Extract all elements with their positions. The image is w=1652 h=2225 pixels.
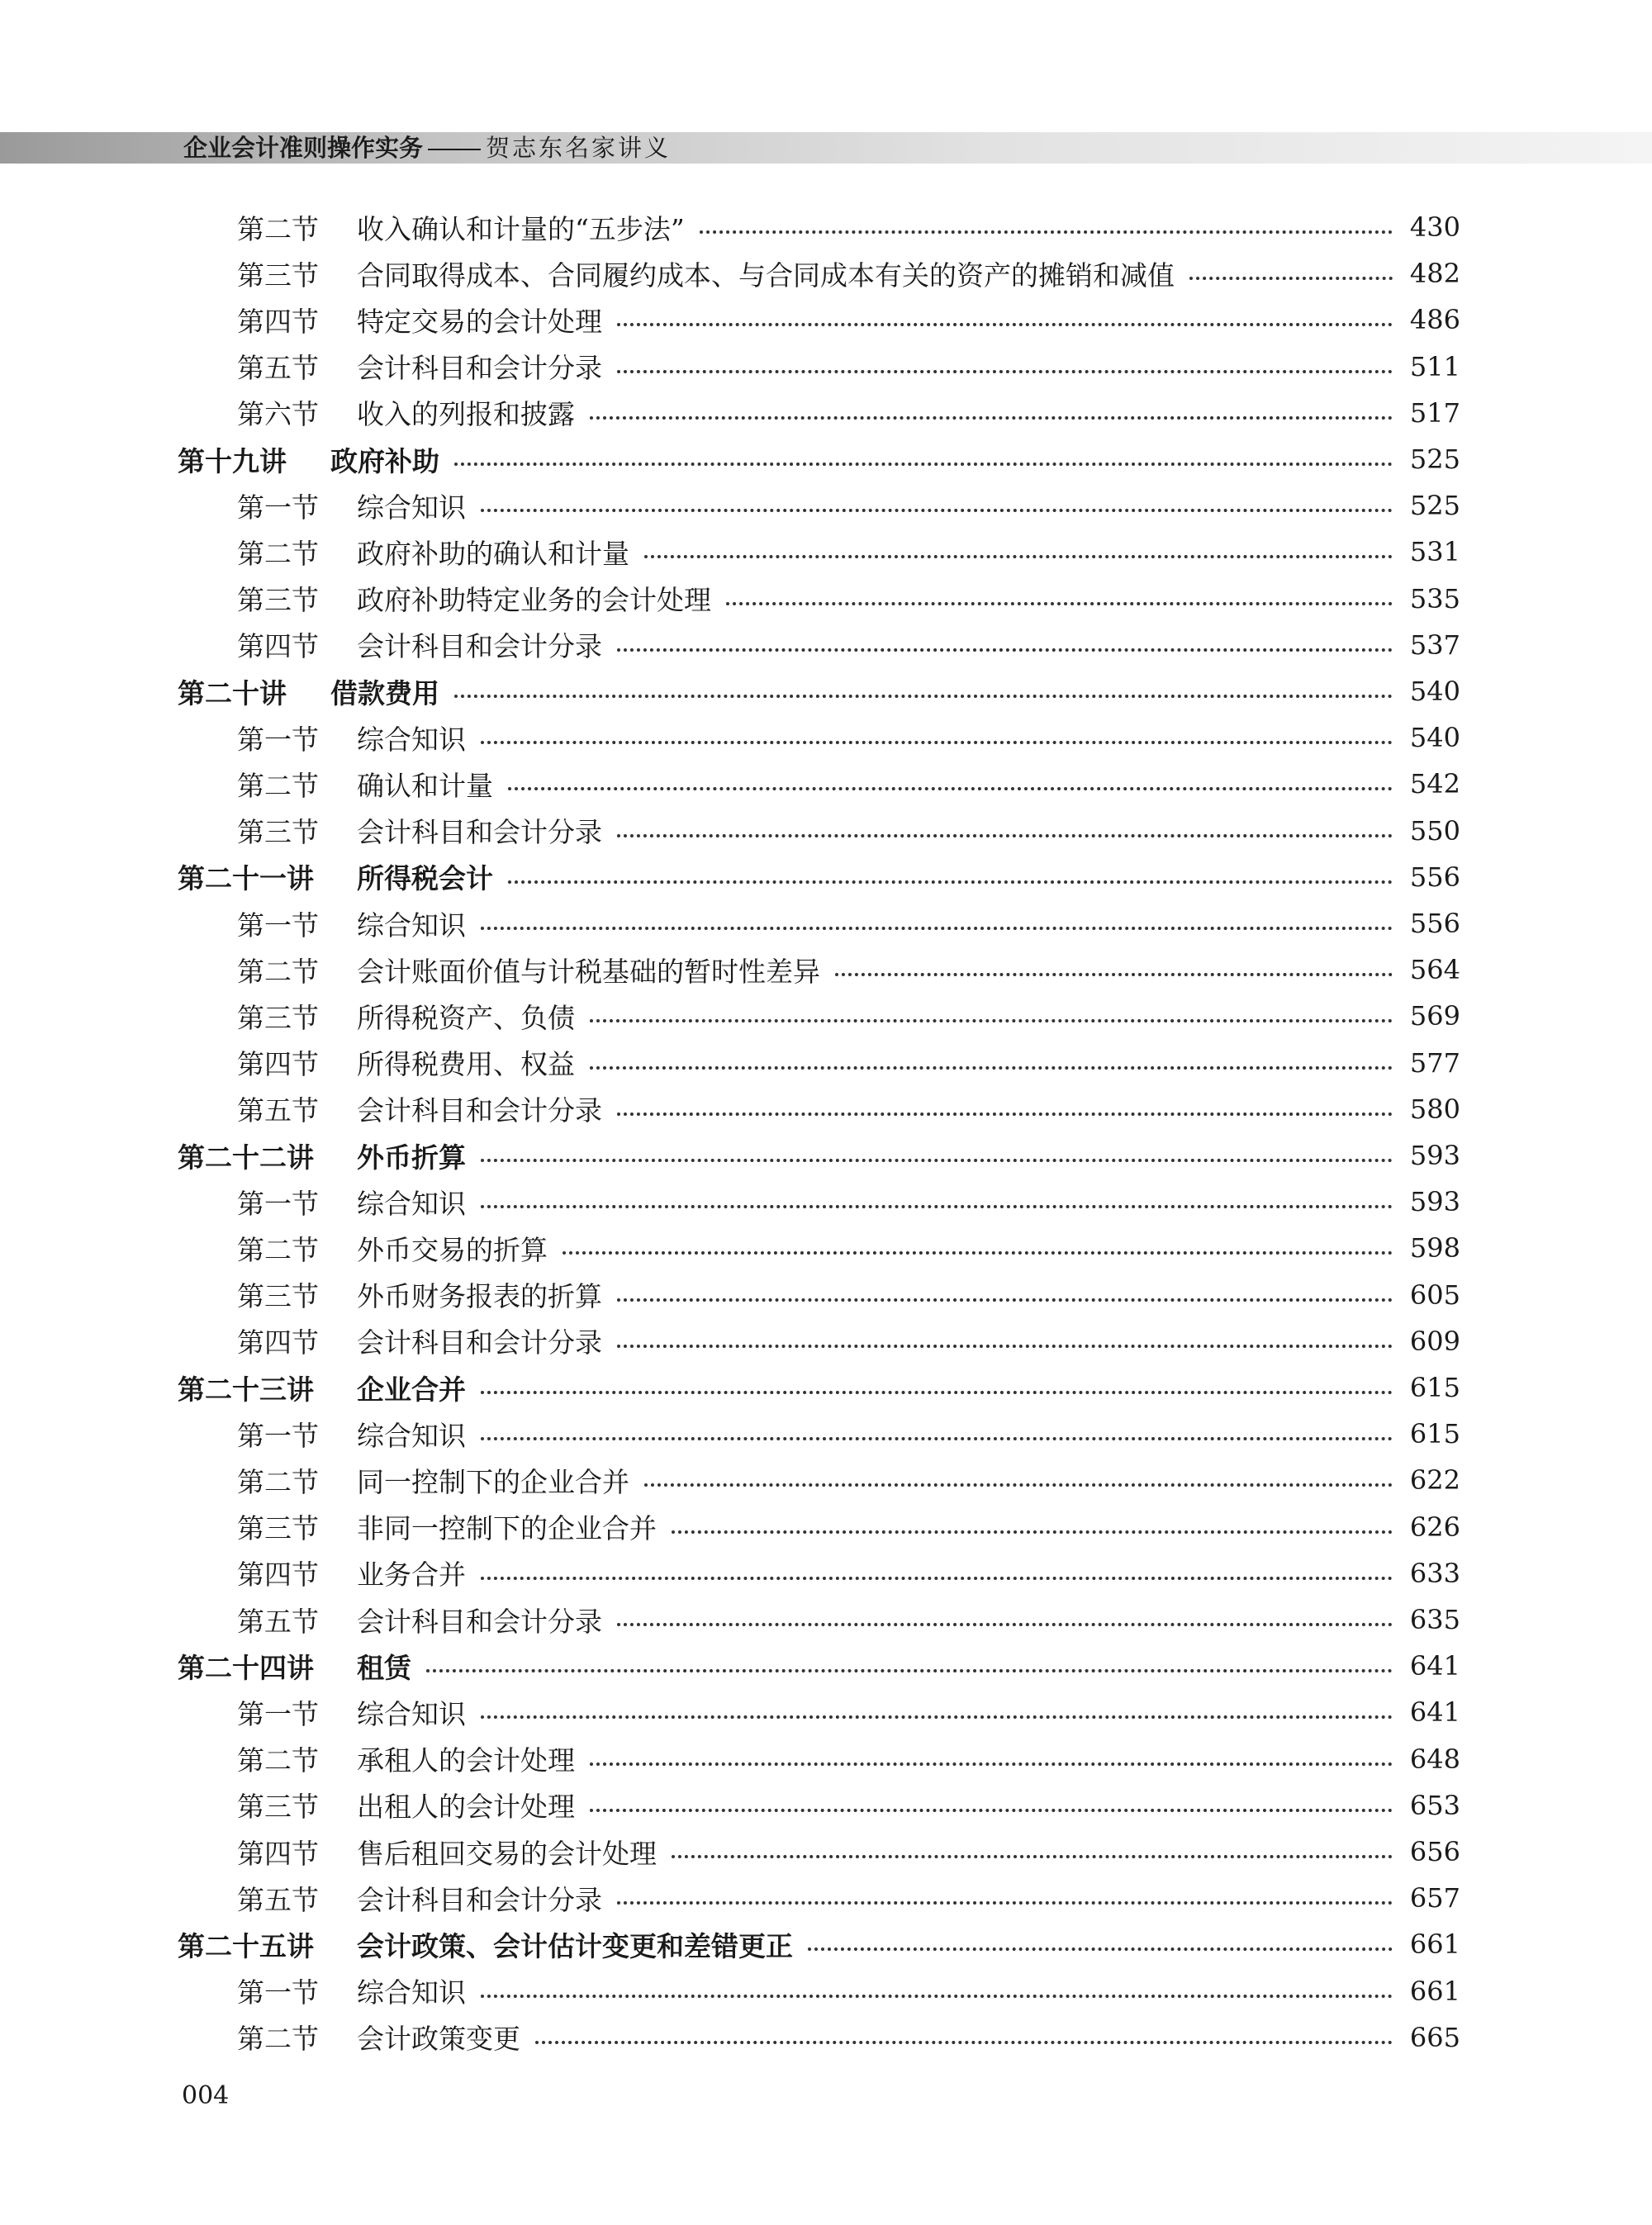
section-title: 非同一控制下的企业合并: [357, 1512, 657, 1545]
dot-leader: [481, 1715, 1393, 1719]
dot-leader: [454, 695, 1393, 698]
section-title: 综合知识: [357, 1697, 466, 1730]
toc-section-row: [0, 1601, 1652, 1639]
chapter-title: 外币折算: [357, 1141, 466, 1174]
toc-section-row: [0, 254, 1652, 292]
page-ref: 593: [1409, 1140, 1460, 1171]
toc-section-row: [0, 719, 1652, 757]
toc-section-row: [0, 997, 1652, 1035]
section-title: 业务合并: [357, 1558, 466, 1592]
toc-entry-body: [357, 1461, 1404, 1500]
toc-entry-body: [357, 811, 1404, 850]
toc-entry-body: [357, 486, 1404, 525]
toc-entry-body: [357, 857, 1404, 896]
toc-section-row: [0, 580, 1652, 618]
page-ref: 535: [1409, 582, 1460, 614]
section-number: 第二节: [237, 955, 319, 988]
toc-entry-body: [357, 1879, 1404, 1918]
toc-section-row: [0, 348, 1652, 386]
toc-entry-body: [357, 1925, 1404, 1964]
toc-entry-body: [357, 625, 1404, 664]
toc-section-row: [0, 1554, 1652, 1592]
toc-entry-body: [357, 1136, 1404, 1175]
section-title: 会计科目和会计分录: [357, 816, 602, 849]
chapter-number: 第二十三讲: [178, 1373, 314, 1406]
page-ref: 609: [1409, 1325, 1460, 1357]
toc-entry-body: [357, 1089, 1404, 1128]
page-ref: 531: [1409, 536, 1460, 568]
dot-leader: [617, 323, 1393, 326]
toc-section-row: [0, 1461, 1652, 1499]
section-number: 第六节: [237, 398, 319, 431]
dot-leader: [617, 834, 1393, 837]
section-title: 售后租回交易的会计处理: [357, 1837, 657, 1870]
dot-leader: [508, 787, 1393, 790]
section-title: 会计科目和会计分录: [357, 1094, 602, 1127]
page-ref: 626: [1409, 1511, 1460, 1543]
dot-leader: [481, 1995, 1393, 1998]
chapter-number: 第二十四讲: [178, 1651, 314, 1684]
dot-leader: [454, 463, 1393, 466]
dot-leader: [590, 1066, 1393, 1070]
dot-leader: [481, 1437, 1393, 1440]
dot-leader: [700, 230, 1393, 234]
page-ref: 661: [1409, 1975, 1460, 2007]
section-number: 第三节: [237, 1512, 319, 1545]
dot-leader: [481, 741, 1393, 744]
dot-leader: [644, 1483, 1393, 1487]
dot-leader: [481, 509, 1393, 512]
toc-section-row: [0, 1183, 1652, 1221]
dot-leader: [617, 1112, 1393, 1116]
section-number: 第一节: [237, 1976, 319, 2009]
dot-leader: [1189, 277, 1393, 280]
running-header: [183, 132, 671, 164]
section-title: 出租人的会计处理: [357, 1791, 575, 1824]
page-ref: 665: [1409, 2021, 1460, 2053]
toc-section-row: [0, 904, 1652, 942]
toc-entry-body: [357, 1971, 1404, 2010]
section-title: 综合知识: [357, 491, 466, 524]
section-title: 综合知识: [357, 1419, 466, 1452]
toc-entry-body: [357, 719, 1404, 757]
toc-entry-body: [357, 1275, 1404, 1314]
toc-entry-body: [357, 1183, 1404, 1222]
toc-chapter-row: [0, 1136, 1652, 1174]
chapter-title: 企业合并: [357, 1373, 466, 1406]
page-ref: 525: [1409, 444, 1460, 475]
section-title: 会计账面价值与计税基础的暂时性差异: [357, 955, 820, 988]
dot-leader: [481, 1159, 1393, 1162]
toc-entry-body: [330, 672, 1404, 711]
toc-section-row: [0, 1508, 1652, 1546]
section-number: 第三节: [237, 1001, 319, 1034]
toc-entry-body: [357, 1786, 1404, 1824]
section-number: 第五节: [237, 1605, 319, 1638]
toc-chapter-row: [0, 440, 1652, 478]
section-number: 第二节: [237, 1744, 319, 1777]
dot-leader: [481, 1577, 1393, 1580]
section-title: 承租人的会计处理: [357, 1744, 575, 1777]
dot-leader: [481, 1205, 1393, 1208]
toc-entry-body: [357, 533, 1404, 572]
section-title: 会计科目和会计分录: [357, 1605, 602, 1638]
toc-entry-body: [357, 1229, 1404, 1268]
section-title: 所得税资产、负债: [357, 1001, 575, 1034]
section-title: 合同取得成本、合同履约成本、与合同成本有关的资产的摊销和减值: [357, 259, 1175, 292]
chapter-title: 会计政策、会计估计变更和差错更正: [357, 1929, 793, 1962]
page-ref: 564: [1409, 954, 1460, 986]
toc-entry-body: [357, 904, 1404, 943]
toc-section-row: [0, 533, 1652, 571]
toc-entry-body: [357, 1601, 1404, 1639]
page-ref: 633: [1409, 1557, 1460, 1589]
toc-entry-body: [357, 997, 1404, 1036]
dot-leader: [726, 602, 1393, 605]
dot-leader: [590, 1762, 1393, 1766]
page-ref: 648: [1409, 1743, 1460, 1775]
toc-section-row: [0, 951, 1652, 989]
toc-section-row: [0, 1879, 1652, 1917]
toc-section-row: [0, 1786, 1652, 1824]
section-title: 综合知识: [357, 1187, 466, 1220]
toc-section-row: [0, 486, 1652, 524]
chapter-number: 第二十讲: [178, 676, 287, 709]
section-title: 确认和计量: [357, 769, 493, 802]
toc-entry-body: [357, 347, 1404, 386]
toc-chapter-row: [0, 1647, 1652, 1685]
toc-section-row: [0, 1833, 1652, 1871]
page-ref: 653: [1409, 1789, 1460, 1821]
section-title: 综合知识: [357, 723, 466, 756]
page-ref: 540: [1409, 676, 1460, 707]
section-number: 第三节: [237, 584, 319, 617]
section-number: 第四节: [237, 1326, 319, 1359]
toc-section-row: [0, 1044, 1652, 1082]
toc-chapter-row: [0, 1925, 1652, 1963]
page-ref: 550: [1409, 814, 1460, 847]
toc-section-row: [0, 301, 1652, 339]
toc-chapter-row: [0, 858, 1652, 896]
toc-entry-body: [357, 579, 1404, 618]
dot-leader: [426, 1669, 1393, 1672]
toc-entry-body: [357, 393, 1404, 432]
toc-entry-body: [357, 1647, 1404, 1686]
section-number: 第三节: [237, 1280, 319, 1313]
toc-entry-body: [357, 1693, 1404, 1732]
chapter-number: 第十九讲: [178, 444, 287, 477]
page-ref: 525: [1409, 490, 1460, 522]
section-number: 第二节: [237, 1465, 319, 1498]
dot-leader: [617, 1901, 1393, 1905]
dot-leader: [481, 1391, 1393, 1394]
dot-leader: [481, 927, 1393, 930]
section-title: 外币财务报表的折算: [357, 1280, 602, 1313]
dot-leader: [590, 1019, 1393, 1022]
chapter-number: 第二十一讲: [178, 862, 314, 895]
toc-section-row: [0, 812, 1652, 850]
page-ref: 635: [1409, 1604, 1460, 1635]
section-title: 政府补助的确认和计量: [357, 537, 629, 570]
page-ref: 598: [1409, 1232, 1460, 1264]
section-number: 第一节: [237, 909, 319, 942]
section-title: 会计政策变更: [357, 2023, 520, 2056]
section-number: 第一节: [237, 491, 319, 524]
chapter-title: 借款费用: [330, 676, 439, 709]
section-number: 第一节: [237, 1697, 319, 1730]
section-title: 会计科目和会计分录: [357, 352, 602, 385]
section-title: 特定交易的会计处理: [357, 305, 602, 338]
toc-entry-body: [357, 1369, 1404, 1407]
section-number: 第二节: [237, 1233, 319, 1266]
section-title: 综合知识: [357, 909, 466, 942]
section-title: 政府补助特定业务的会计处理: [357, 584, 711, 617]
page-number: 004: [182, 2081, 230, 2110]
toc-section-row: [0, 626, 1652, 664]
page-ref: 542: [1409, 768, 1460, 800]
toc-chapter-row: [0, 672, 1652, 710]
chapter-number: 第二十五讲: [178, 1929, 314, 1962]
section-number: 第四节: [237, 305, 319, 338]
toc-section-row: [0, 1972, 1652, 2010]
page-ref: 577: [1409, 1046, 1460, 1079]
toc-section-row: [0, 1090, 1652, 1128]
page-ref: 593: [1409, 1186, 1460, 1218]
page-ref: 556: [1409, 861, 1460, 893]
toc-section-row: [0, 1322, 1652, 1360]
dot-leader: [617, 648, 1393, 652]
toc-entry-body: [357, 1043, 1404, 1082]
section-title: 会计科目和会计分录: [357, 1326, 602, 1359]
section-number: 第五节: [237, 352, 319, 385]
dot-leader: [563, 1251, 1393, 1255]
section-number: 第四节: [237, 1837, 319, 1870]
section-title: 所得税费用、权益: [357, 1048, 575, 1081]
section-number: 第二节: [237, 537, 319, 570]
section-title: 综合知识: [357, 1976, 466, 2009]
toc-entry-body: [357, 1415, 1404, 1454]
toc-section-row: [0, 2019, 1652, 2057]
section-title: 外币交易的折算: [357, 1233, 548, 1266]
book-title: 企业会计准则操作实务: [183, 134, 424, 162]
toc-entry-body: [357, 765, 1404, 804]
header-dash: [428, 149, 481, 150]
page-ref: 580: [1409, 1093, 1460, 1125]
chapter-title: 政府补助: [330, 444, 439, 477]
toc-entry-body: [357, 254, 1404, 293]
page-ref: 482: [1409, 258, 1460, 290]
toc-section-row: [0, 1229, 1652, 1267]
page-ref: 511: [1409, 350, 1460, 382]
dot-leader: [835, 973, 1393, 976]
section-number: 第二节: [237, 769, 319, 802]
section-number: 第一节: [237, 723, 319, 756]
section-title: 收入的列报和披露: [357, 398, 575, 431]
section-number: 第三节: [237, 259, 319, 292]
page-ref: 486: [1409, 304, 1460, 336]
dot-leader: [808, 1947, 1393, 1951]
book-subtitle: 贺志东名家讲义: [486, 134, 672, 162]
page-ref: 615: [1409, 1372, 1460, 1403]
section-number: 第一节: [237, 1419, 319, 1452]
toc-entry-body: [357, 208, 1404, 247]
section-number: 第三节: [237, 1791, 319, 1824]
toc-section-row: [0, 208, 1652, 246]
dot-leader: [617, 1623, 1393, 1626]
page-ref: 569: [1409, 1000, 1460, 1032]
toc-entry-body: [357, 1554, 1404, 1592]
toc-section-row: [0, 394, 1652, 432]
dot-leader: [672, 1855, 1393, 1858]
toc-entry-body: [357, 1833, 1404, 1872]
toc-section-row: [0, 1740, 1652, 1778]
toc-entry-body: [357, 301, 1404, 339]
toc-section-row: [0, 765, 1652, 803]
dot-leader: [617, 1298, 1393, 1302]
dot-leader: [617, 1345, 1393, 1348]
dot-leader: [644, 555, 1393, 558]
section-number: 第二节: [237, 212, 319, 245]
toc-section-row: [0, 1693, 1652, 1731]
page-ref: 517: [1409, 396, 1460, 429]
toc-entry-body: [330, 440, 1404, 479]
page-ref: 537: [1409, 629, 1460, 661]
section-title: 会计科目和会计分录: [357, 1883, 602, 1916]
toc-chapter-row: [0, 1369, 1652, 1407]
page-ref: 556: [1409, 908, 1460, 939]
section-title: 收入确认和计量的“五步法”: [357, 212, 685, 245]
chapter-number: 第二十二讲: [178, 1141, 314, 1174]
section-number: 第四节: [237, 1048, 319, 1081]
toc-entry-body: [357, 1739, 1404, 1778]
page-ref: 641: [1409, 1650, 1460, 1682]
page-ref: 615: [1409, 1418, 1460, 1450]
chapter-title: 租赁: [357, 1651, 411, 1684]
page-ref: 641: [1409, 1696, 1460, 1729]
chapter-title: 所得税会计: [357, 862, 493, 895]
section-number: 第四节: [237, 1558, 319, 1592]
toc-entry-body: [357, 2018, 1404, 2057]
dot-leader: [590, 416, 1393, 420]
page-ref: 605: [1409, 1279, 1460, 1311]
toc-section-row: [0, 1276, 1652, 1314]
page-ref: 657: [1409, 1882, 1460, 1914]
page-ref: 661: [1409, 1928, 1460, 1961]
section-number: 第三节: [237, 816, 319, 849]
dot-leader: [535, 2041, 1393, 2044]
section-number: 第二节: [237, 2023, 319, 2056]
section-number: 第五节: [237, 1094, 319, 1127]
page-ref: 430: [1409, 211, 1460, 243]
section-title: 同一控制下的企业合并: [357, 1465, 629, 1498]
page-ref: 656: [1409, 1836, 1460, 1867]
toc-section-row: [0, 1415, 1652, 1453]
toc-entry-body: [357, 1507, 1404, 1546]
dot-leader: [508, 880, 1393, 884]
page-ref: 540: [1409, 722, 1460, 754]
dot-leader: [617, 370, 1393, 373]
section-number: 第五节: [237, 1883, 319, 1916]
dot-leader: [672, 1530, 1393, 1534]
section-number: 第四节: [237, 630, 319, 663]
page-ref: 622: [1409, 1464, 1460, 1497]
dot-leader: [590, 1809, 1393, 1812]
section-number: 第一节: [237, 1187, 319, 1220]
toc-entry-body: [357, 951, 1404, 989]
toc-entry-body: [357, 1321, 1404, 1360]
section-title: 会计科目和会计分录: [357, 630, 602, 663]
